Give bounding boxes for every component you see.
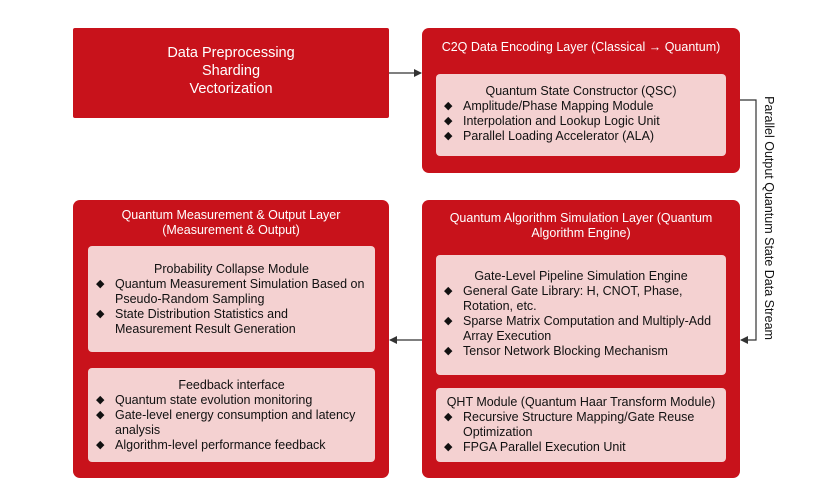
list-item: ◆ General Gate Library: H, CNOT, Phase, Rotation, etc. — [444, 284, 718, 314]
list-item: ◆ Sparse Matrix Computation and Multiply-Add Array Execution — [444, 314, 718, 344]
list-item: ◆ Interpolation and Lookup Logic Unit — [444, 114, 718, 129]
list-item: ◆ Quantum state evolution monitoring — [96, 393, 367, 408]
list-item: ◆ FPGA Parallel Execution Unit — [444, 440, 718, 455]
preprocess-line: Sharding — [201, 63, 261, 79]
preprocess-block — [73, 28, 389, 118]
list-item: ◆ Tensor Network Blocking Mechanism — [444, 344, 718, 359]
measurement-layer — [73, 200, 389, 478]
qsc-title: Quantum State Constructor (QSC) — [485, 84, 677, 98]
list-item: ◆ Quantum Measurement Simulation Based on Pseudo-Random Sampling — [96, 277, 367, 307]
stream-connector — [740, 100, 756, 340]
list-item: ◆ Algorithm-level performance feedback — [96, 438, 367, 453]
feedback-title: Feedback interface — [178, 378, 285, 392]
algorithm-layer — [422, 200, 740, 478]
c2q-title: C2Q Data Encoding Layer (Classical → Quantum) — [441, 40, 721, 54]
algorithm-title: Quantum Algorithm Simulation Layer (Quantum Algorithm Engine) — [449, 211, 713, 240]
qsc-panel — [436, 74, 726, 156]
list-item: ◆ Parallel Loading Accelerator (ALA) — [444, 129, 718, 144]
pipeline-title: Gate-Level Pipeline Simulation Engine — [474, 269, 688, 283]
collapse-title: Probability Collapse Module — [154, 262, 309, 276]
collapse-panel — [88, 246, 375, 352]
pipeline-panel — [436, 255, 726, 375]
stream-label: Parallel Output Quantum State Data Stream — [762, 96, 776, 340]
list-item: ◆ State Distribution Statistics and Measurement Result Generation — [96, 307, 367, 337]
preprocess-line: Vectorization — [189, 81, 273, 97]
qht-title: QHT Module (Quantum Haar Transform Module) — [446, 395, 716, 409]
list-item: ◆ Amplitude/Phase Mapping Module — [444, 99, 718, 114]
c2q-layer — [422, 28, 740, 173]
qht-panel — [436, 388, 726, 462]
list-item: ◆ Gate-level energy consumption and latency analysis — [96, 408, 367, 438]
measurement-title: Quantum Measurement & Output Layer (Measurement & Output) — [121, 208, 341, 237]
feedback-panel — [88, 368, 375, 462]
list-item: ◆ Recursive Structure Mapping/Gate Reuse Optimization — [444, 410, 718, 440]
preprocess-line: Data Preprocessing — [167, 45, 295, 61]
